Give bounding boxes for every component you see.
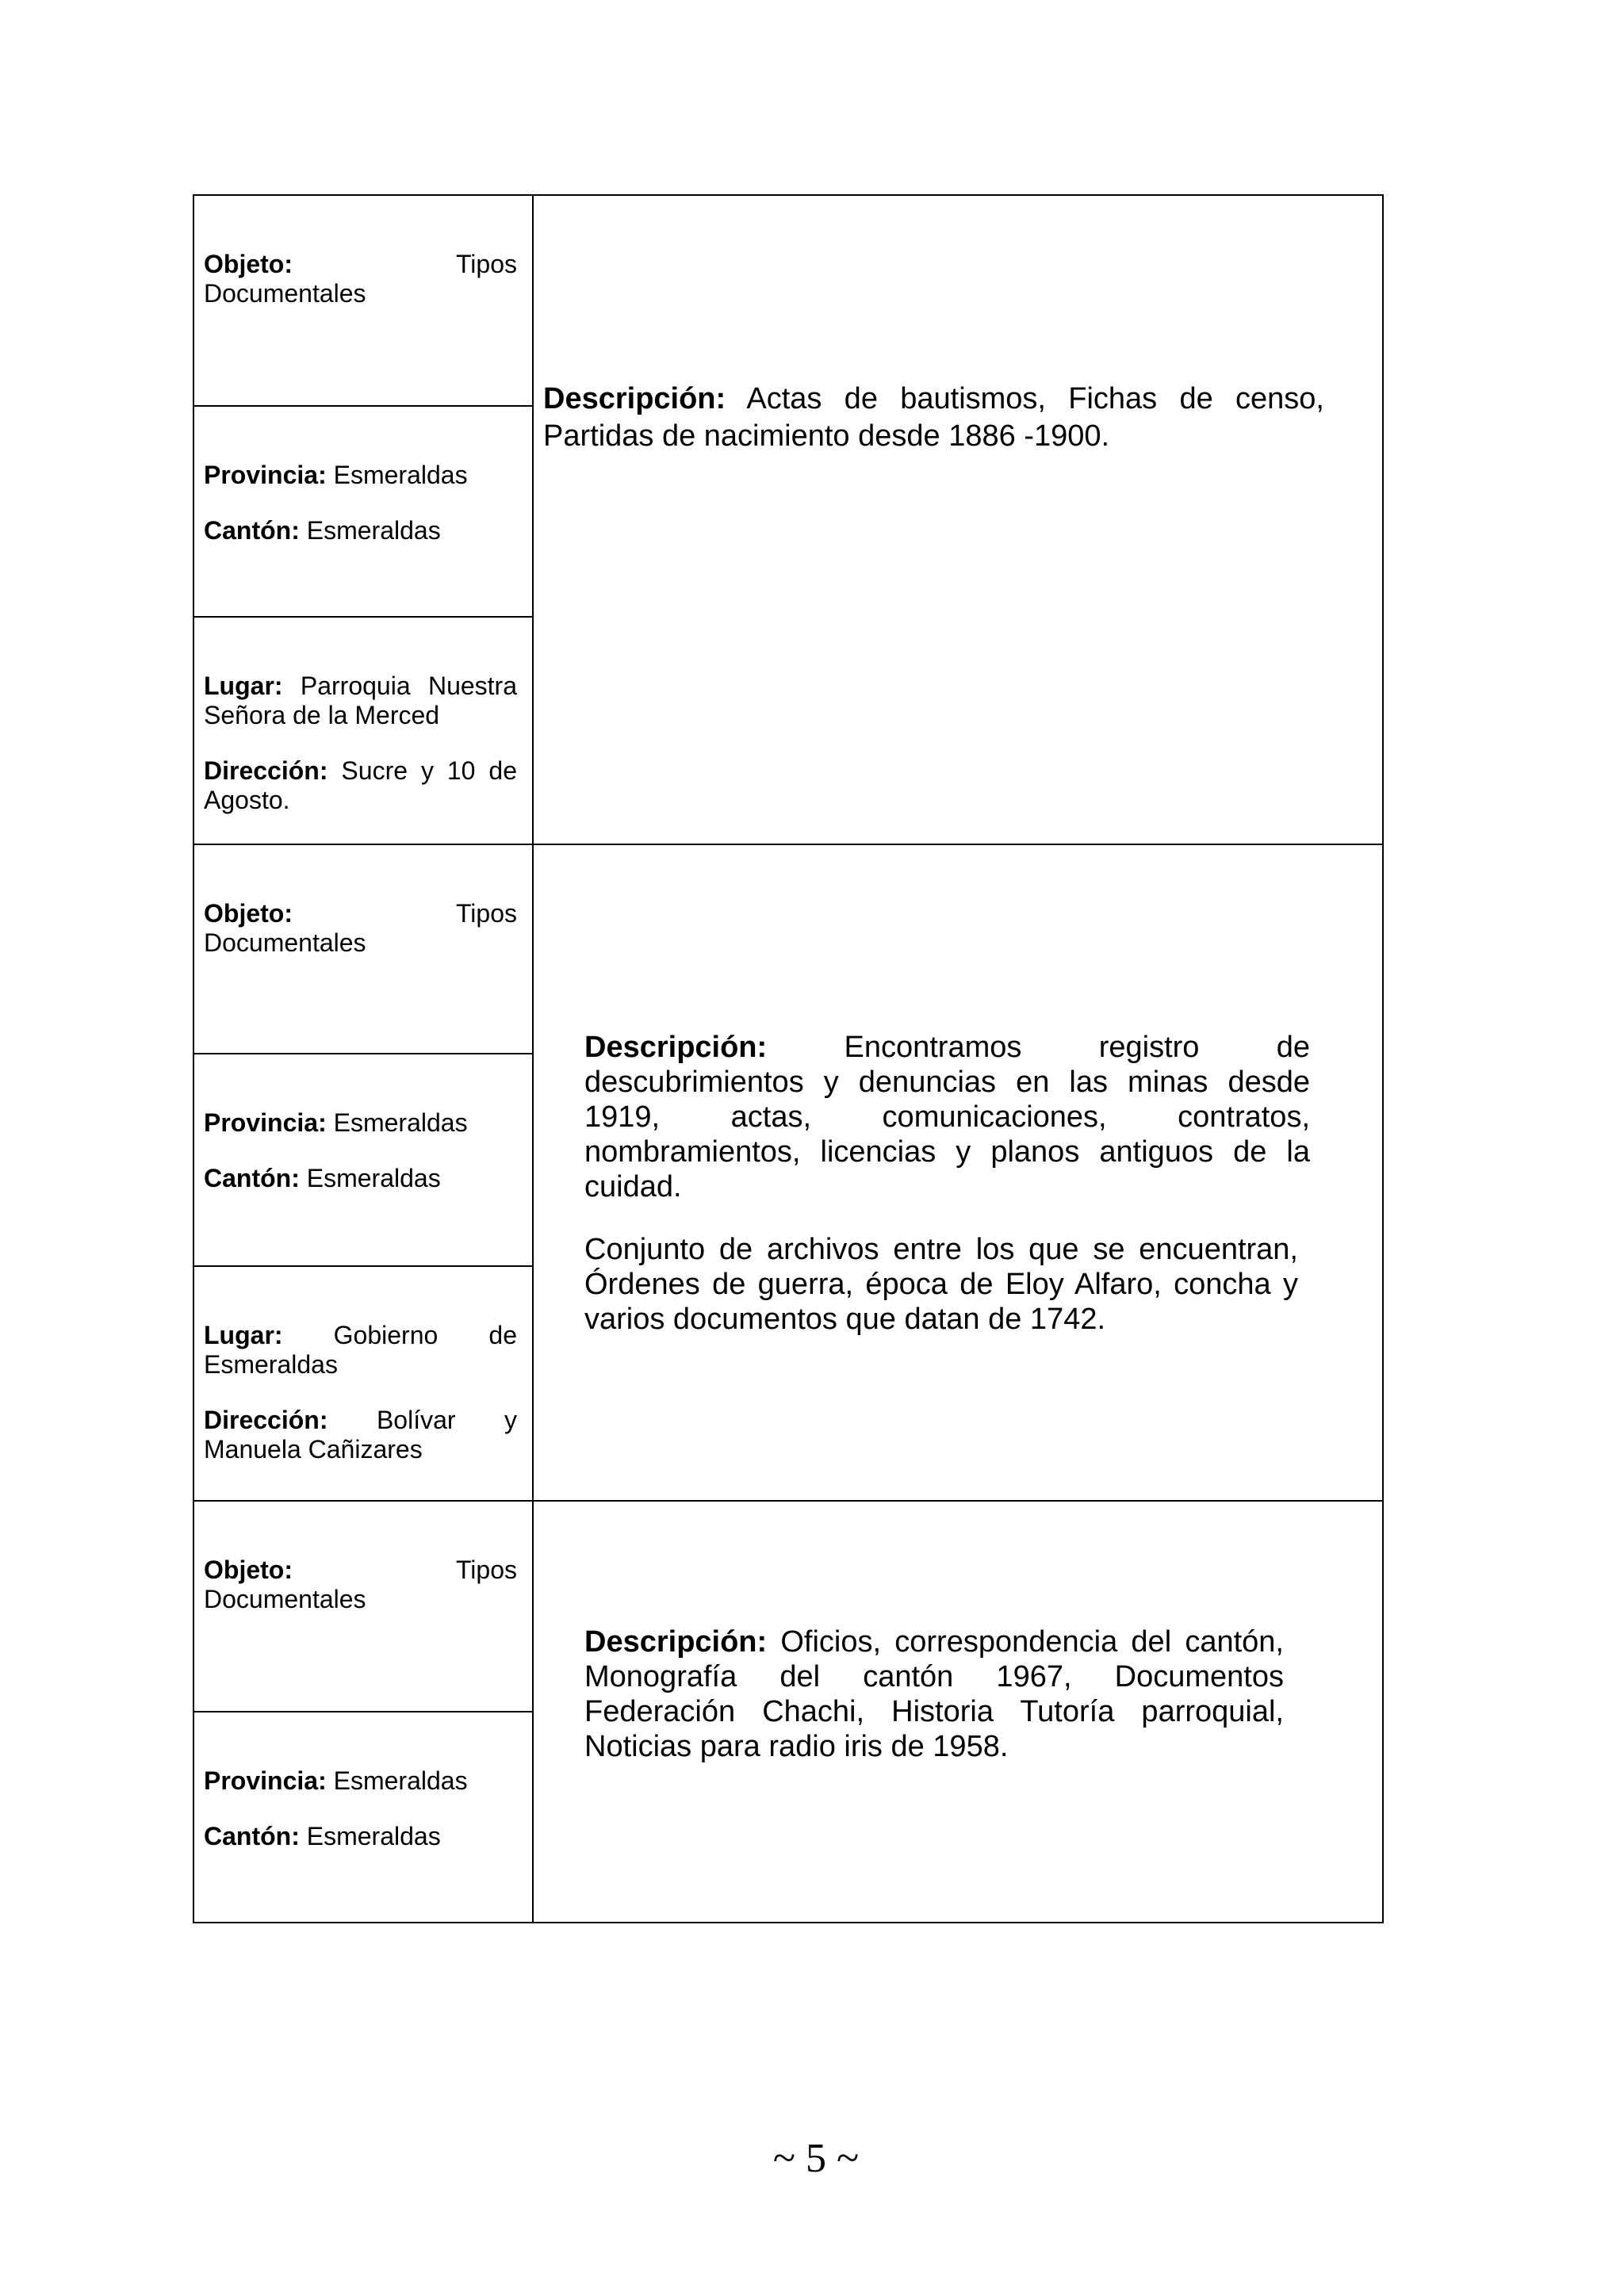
- direccion-label: Dirección:: [204, 756, 328, 785]
- page-number: ~ 5 ~: [772, 2136, 860, 2181]
- provincia-label: Provincia:: [204, 461, 327, 489]
- descripcion-block: [584, 1624, 1284, 1764]
- descripcion-paragraph: [584, 1624, 1284, 1764]
- record-row: [193, 1500, 1384, 1923]
- provincia-label: Provincia:: [204, 1108, 327, 1137]
- descripcion-paragraph: Conjunto de archivos entre los que se encuentran, Órdenes de guerra, época de Eloy Alfaro, concha y varios documentos que datan de 1742.: [584, 1233, 1298, 1336]
- direccion-label: Dirección:: [204, 1406, 328, 1434]
- record-metadata-column: [194, 845, 534, 1500]
- canton-label: Cantón:: [204, 1164, 300, 1192]
- descripcion-block: [584, 1030, 1310, 1337]
- descripcion-text: Encontramos registro de descubrimientos y denuncias en las minas desde 1919, actas, comunicaciones, contratos, nombramientos, licencias y planos antiguos de la cuidad.: [584, 1031, 1310, 1203]
- location-cell: [194, 407, 532, 618]
- canton-value: Esmeraldas: [306, 516, 441, 545]
- objeto-label: Objeto:: [204, 899, 293, 928]
- lugar-label: Lugar:: [204, 1321, 283, 1349]
- descripcion-block: [543, 381, 1324, 455]
- provincia-label: Provincia:: [204, 1766, 327, 1795]
- descripcion-text: Actas de bautismos, Fichas de censo, Partidas de nacimiento desde 1886 -1900.: [543, 382, 1324, 453]
- canton-field: [204, 1822, 517, 1851]
- objeto-label: Objeto:: [204, 1556, 293, 1584]
- canton-field: [204, 1164, 517, 1193]
- provincia-field: [204, 1766, 517, 1796]
- descripcion-text: Oficios, correspondencia del cantón, Monografía del cantón 1967, Documentos Federación Chachi, Historia Tutoría parroquial, Noticias para radio iris de 1958.: [584, 1625, 1284, 1763]
- lugar-value: Gobierno de Esmeraldas: [204, 1321, 517, 1379]
- canton-field: [204, 516, 517, 545]
- objeto-field: [204, 1556, 517, 1614]
- direccion-value: Bolívar y Manuela Cañizares: [204, 1406, 518, 1464]
- objeto-value: Tipos Documentales: [204, 1556, 517, 1613]
- record-row: [193, 844, 1384, 1502]
- objeto-field: [204, 250, 517, 308]
- objeto-label: Objeto:: [204, 250, 293, 278]
- provincia-value: Esmeraldas: [333, 1108, 468, 1137]
- canton-value: Esmeraldas: [306, 1822, 441, 1850]
- place-cell: [194, 1267, 532, 1500]
- objeto-cell: [194, 845, 532, 1054]
- place-cell: [194, 618, 532, 844]
- descripcion-label: Descripción:: [584, 1625, 768, 1659]
- descripcion-paragraph: [584, 1030, 1310, 1204]
- descripcion-label: Descripción:: [543, 382, 726, 415]
- lugar-label: Lugar:: [204, 672, 283, 700]
- canton-label: Cantón:: [204, 516, 300, 545]
- record-metadata-column: [194, 196, 534, 844]
- canton-label: Cantón:: [204, 1822, 300, 1850]
- objeto-value: Tipos Documentales: [204, 899, 517, 957]
- record-row: [193, 194, 1384, 845]
- descripcion-paragraph: [543, 381, 1324, 455]
- descripcion-label: Descripción:: [584, 1031, 768, 1064]
- direccion-field: [204, 756, 517, 815]
- direccion-field: [204, 1406, 517, 1464]
- location-cell: [194, 1712, 532, 1922]
- canton-value: Esmeraldas: [306, 1164, 441, 1192]
- direccion-value: Sucre y 10 de Agosto.: [204, 756, 518, 814]
- objeto-value: Tipos Documentales: [204, 250, 517, 308]
- objeto-field: [204, 899, 517, 958]
- objeto-cell: [194, 196, 532, 407]
- provincia-field: [204, 461, 517, 490]
- objeto-cell: [194, 1502, 532, 1712]
- record-metadata-column: [194, 1502, 534, 1922]
- lugar-field: [204, 1321, 517, 1380]
- lugar-value: Parroquia Nuestra Señora de la Merced: [204, 672, 517, 729]
- provincia-value: Esmeraldas: [333, 1766, 468, 1795]
- location-cell: [194, 1054, 532, 1267]
- provincia-value: Esmeraldas: [333, 461, 468, 489]
- lugar-field: [204, 672, 517, 730]
- provincia-field: [204, 1108, 517, 1138]
